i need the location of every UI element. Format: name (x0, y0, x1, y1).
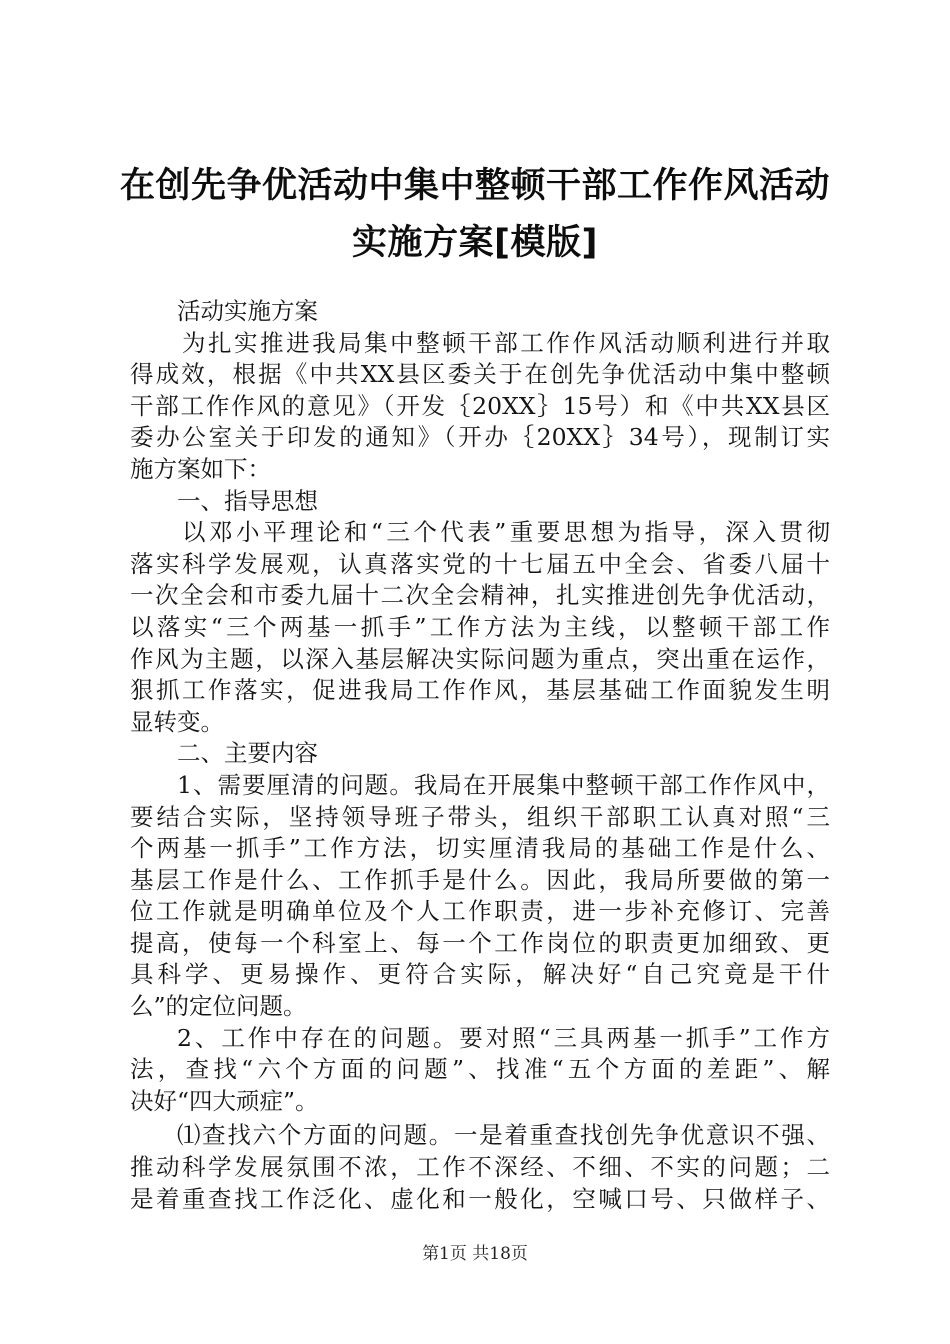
paragraph-line: 以落实“三个两基一抓手”工作方法为主线，以整顿干部工作 (130, 612, 830, 641)
paragraph-line: 得成效，根据《中共XX县区委关于在创先争优活动中集中整顿 (130, 360, 830, 389)
section-heading: 一、指导思想 (177, 486, 318, 515)
paragraph-line: 落实科学发展观，认真落实党的十七届五中全会、省委八届十 (130, 549, 830, 578)
paragraph-line: 委办公室关于印发的通知》（开办｛20XX｝34号），现制订实 (130, 423, 830, 452)
paragraph-line: 推动科学发展氛围不浓，工作不深经、不细、不实的问题；二 (130, 1153, 830, 1182)
paragraph-line: 提高，使每一个科室上、每一个工作岗位的职责更加细致、更 (130, 928, 830, 957)
paragraph-line: 2、工作中存在的问题。要对照“三具两基一抓手”工作方 (177, 1023, 830, 1052)
paragraph-line: 个两基一抓手”工作方法，切实厘清我局的基础工作是什么、 (130, 834, 830, 863)
paragraph-line: 位工作就是明确单位及个人工作职责，进一步补充修订、完善 (130, 897, 830, 926)
paragraph-line: 狠抓工作落实，促进我局工作作风，基层基础工作面貌发生明 (130, 676, 830, 705)
paragraph-line: 1、需要厘清的问题。我局在开展集中整顿干部工作作风中， (177, 770, 830, 799)
paragraph-line: 显转变。 (130, 707, 224, 736)
paragraph-line: 要结合实际，坚持领导班子带头，组织干部职工认真对照“三 (130, 802, 830, 831)
paragraph-line: ⑴查找六个方面的问题。一是着重查找创先争优意识不强、 (177, 1121, 830, 1150)
paragraph-line: 为扎实推进我局集中整顿干部工作作风活动顺利进行并取 (182, 328, 830, 357)
title-line-2: 实施方案[模版] (352, 223, 598, 263)
paragraph-line: 么”的定位问题。 (130, 992, 307, 1021)
paragraph-line: 是着重查找工作泛化、虚化和一般化，空喊口号、只做样子、 (130, 1184, 830, 1213)
title-line-1: 在创先争优活动中集中整顿干部工作作风活动 (119, 166, 830, 206)
paragraph-line: 具科学、更易操作、更符合实际，解决好“自己究竟是干什 (130, 960, 830, 989)
paragraph-line: 干部工作作风的意见》（开发｛20XX｝15号）和《中共XX县区 (130, 391, 830, 420)
paragraph-line: 一次全会和市委九届十二次全会精神，扎实推进创先争优活动， (130, 581, 830, 610)
paragraph-line: 法，查找“六个方面的问题”、找准“五个方面的差距”、解 (130, 1055, 830, 1084)
page-footer: 第1页 共18页 (422, 1244, 528, 1264)
document-body (130, 296, 830, 1215)
paragraph-line: 决好“四大顽症”。 (130, 1086, 319, 1115)
paragraph-line: 基层工作是什么、工作抓手是什么。因此，我局所要做的第一 (130, 865, 830, 894)
paragraph-line: 以邓小平理论和“三个代表”重要思想为指导，深入贯彻 (182, 518, 830, 547)
paragraph-line: 施方案如下： (130, 454, 271, 483)
section-heading: 活动实施方案 (177, 297, 318, 325)
paragraph-line: 作风为主题，以深入基层解决实际问题为重点，突出重在运作， (130, 644, 830, 673)
section-heading: 二、主要内容 (177, 739, 318, 768)
document-title (90, 158, 860, 272)
